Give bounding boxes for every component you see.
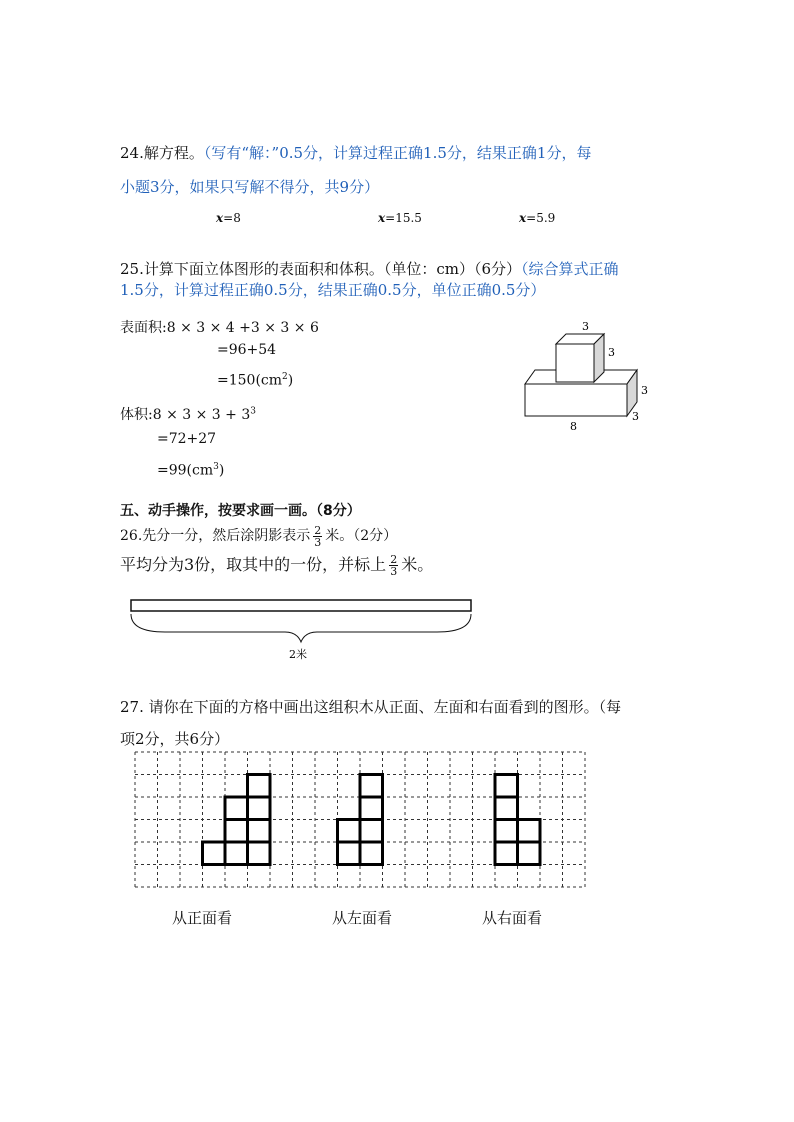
- q24-answer-3: x=5.9: [519, 211, 556, 225]
- q25-title: 25.计算下面立体图形的表面积和体积。（单位：cm）（6分）: [120, 260, 522, 278]
- view-label-front: 从正面看: [172, 909, 233, 927]
- q25-rubric-part2: 1.5分，计算过程正确0.5分，结果正确0.5分，单位正确0.5分）: [120, 281, 546, 299]
- left-view-block: [360, 842, 383, 865]
- answer-fraction-two-thirds: $\frac{2}{3}$: [390, 553, 398, 578]
- left-view-block: [338, 842, 361, 865]
- q24-line1: [120, 142, 591, 163]
- front-view-block: [225, 842, 248, 865]
- q25-volume-step2: $=99(cm^3)$: [157, 462, 225, 479]
- front-view-block: [225, 820, 248, 843]
- q25-volume-formula: 体积:8 × $3 \times 3 + 3^3$: [120, 406, 256, 423]
- right-view-block: [518, 820, 541, 843]
- q26-answer: 平均分为3份，取其中的一份，并标上 $\frac{2}{3}$ 米。: [120, 553, 434, 578]
- q25-surface-formula: 表面积:8 × 3 × 4 +3 × 3 × 6: [120, 320, 319, 336]
- right-view-block: [518, 842, 541, 865]
- label-top-width: 3: [582, 320, 589, 333]
- q25-rubric-part1: （综合算式正确: [521, 260, 619, 278]
- right-view-block: [495, 775, 518, 798]
- fraction-two-thirds: $\frac{2}{3}$: [314, 523, 322, 549]
- cube-front-face: [556, 344, 594, 382]
- front-view-block: [248, 820, 271, 843]
- block-views-grid: [130, 749, 595, 904]
- front-view-block: [203, 842, 226, 865]
- front-view-block: [248, 775, 271, 798]
- solid-figure: [518, 316, 658, 436]
- section5-title: 五、动手操作，按要求画一画。（8分）: [120, 503, 361, 519]
- q26-question: 26.先分一分，然后涂阴影表示 $\frac{2}{3}$ 米。（2分）: [120, 523, 398, 549]
- brace: [131, 614, 471, 642]
- right-view-block: [495, 820, 518, 843]
- bar-rect: [131, 600, 471, 611]
- q25-volume-step1: =72+27: [157, 431, 217, 447]
- label-base-height: 3: [641, 384, 648, 397]
- label-top-height: 3: [608, 346, 615, 359]
- two-meter-bar: [125, 594, 480, 664]
- front-view-block: [248, 842, 271, 865]
- right-view-block: [495, 797, 518, 820]
- q24-rubric-part1: （写有“解：”0.5分，计算过程正确1.5分，结果正确1分，每: [203, 144, 592, 162]
- brace-label: 2米: [289, 648, 307, 661]
- q24-rubric-part2: 小题3分，如果只写解不得分，共9分）: [120, 178, 380, 196]
- view-label-left: 从左面看: [332, 909, 393, 927]
- left-view-block: [360, 775, 383, 798]
- left-view-block: [360, 820, 383, 843]
- q24-answer-1: x=8: [216, 211, 241, 225]
- base-front-face: [525, 384, 627, 416]
- front-view-block: [248, 797, 271, 820]
- label-base-depth: 3: [632, 410, 639, 423]
- front-view-block: [225, 797, 248, 820]
- left-view-block: [338, 820, 361, 843]
- view-label-right: 从右面看: [482, 909, 543, 927]
- q25-surface-step1: =96+54: [217, 342, 277, 358]
- q25-surface-step2: $=150(cm^2)$: [217, 372, 294, 389]
- left-view-block: [360, 797, 383, 820]
- q27-line1: 27. 请你在下面的方格中画出这组积木从正面、左面和右面看到的图形。（每: [120, 698, 622, 716]
- q24-answer-2: x=15.5: [378, 211, 422, 225]
- q25-line1: [120, 258, 619, 279]
- q27-line2: 项2分，共6分）: [120, 730, 230, 748]
- label-base-width: 8: [570, 420, 577, 433]
- q24-title: 24.解方程。: [120, 144, 204, 162]
- right-view-block: [495, 842, 518, 865]
